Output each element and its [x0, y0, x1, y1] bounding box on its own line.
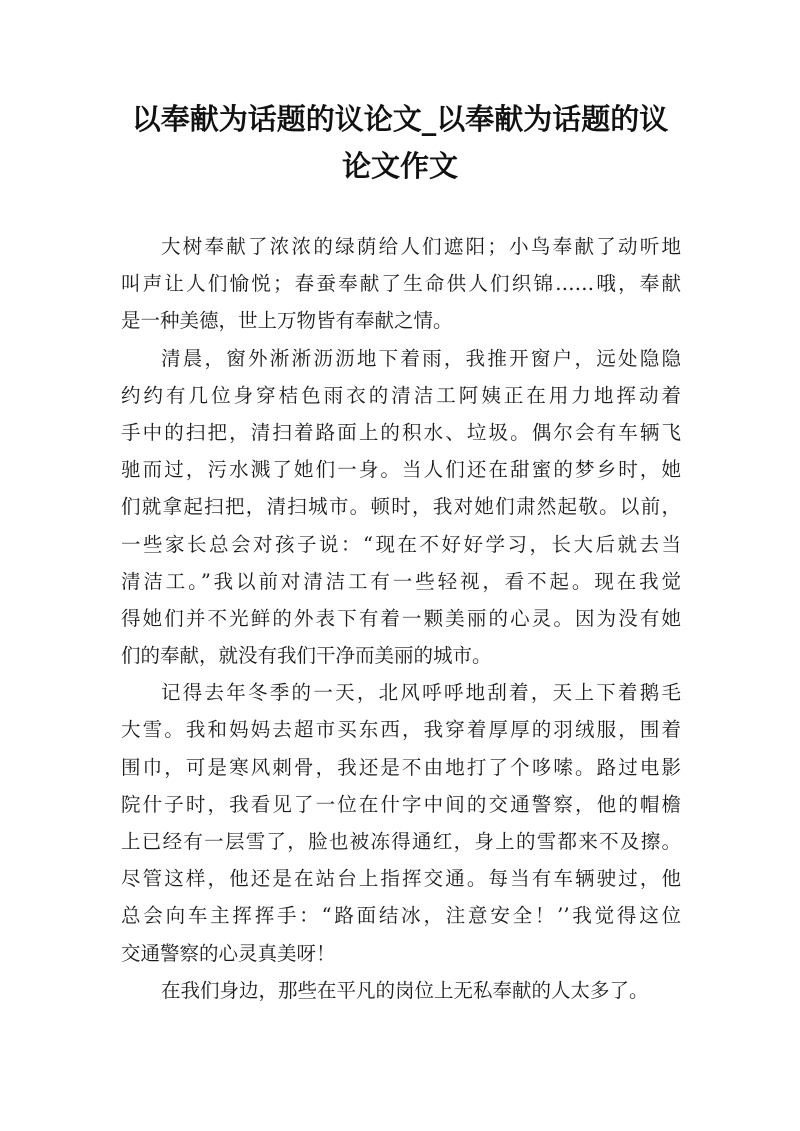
text-line: 交通警察的心灵真美呀！ — [121, 941, 336, 965]
text-line: 院什子时，我看见了一位在什字中间的交通警察，他的帽檐 — [121, 792, 681, 816]
text-line: 叫声让人们愉悦；春蚕奉献了生命供人们织锦……哦，奉献 — [121, 272, 681, 296]
text-line: 在我们身边，那些在平凡的岗位上无私奉献的人太多了。 — [161, 978, 649, 1002]
text-line: 是一种美德，世上万物皆有奉献之情。 — [121, 309, 453, 333]
document-title — [110, 96, 690, 190]
text-line: 手中的扫把，清扫着路面上的积水、垃圾。偶尔会有车辆飞 — [121, 420, 681, 444]
text-line: 约约有几位身穿桔色雨衣的清洁工阿姨正在用力地挥动着 — [121, 383, 681, 407]
text-line: 清洁工。”我以前对清洁工有一些轻视，看不起。现在我觉 — [121, 569, 681, 593]
text-line: 一些家长总会对孩子说：“现在不好好学习，长大后就去当 — [121, 532, 681, 556]
text-line: 上已经有一层雪了，脸也被冻得通红，身上的雪都来不及擦。 — [121, 830, 681, 853]
text-line: 记得去年冬季的一天，北风呼呼地刮着，天上下着鹅毛 — [161, 681, 681, 705]
text-line: 总会向车主挥挥手：“路面结冰，注意安全！’’我觉得这位 — [121, 904, 681, 928]
text-line: 尽管这样，他还是在站台上指挥交通。每当有车辆驶过，他 — [121, 867, 681, 891]
text-line: 大雪。我和妈妈去超市买东西，我穿着厚厚的羽绒服，围着 — [121, 718, 681, 742]
title-line-1: 以奉献为话题的议论文_以奉献为话题的议 — [131, 102, 669, 136]
text-line: 清晨，窗外淅淅沥沥地下着雨，我推开窗户，远处隐隐 — [161, 346, 681, 370]
text-line: 们的奉献，就没有我们干净而美丽的城市。 — [121, 644, 492, 668]
text-line: 围巾，可是寒风刺骨，我还是不由地打了个哆嗦。路过电影 — [121, 755, 681, 779]
title-line-2: 论文作文 — [341, 149, 458, 183]
text-line: 驰而过，污水溅了她们一身。当人们还在甜蜜的梦乡时，她 — [121, 458, 681, 482]
text-line: 们就拿起扫把，清扫城市。顿时，我对她们肃然起敬。以前， — [121, 495, 681, 519]
text-line: 大树奉献了浓浓的绿荫给人们遮阳；小鸟奉献了动听地 — [161, 235, 681, 258]
article-body — [121, 228, 681, 1009]
text-line: 得她们并不光鲜的外表下有着一颗美丽的心灵。因为没有她 — [121, 606, 681, 630]
